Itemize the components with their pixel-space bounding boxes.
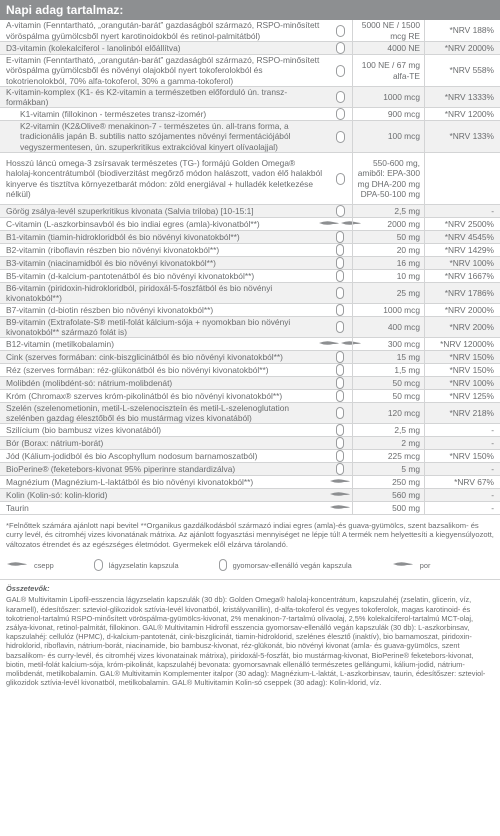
form-icon-cell — [328, 205, 352, 217]
nutrient-name: B7-vitamin (d-biotin részben bio növényi kivonatokból**) — [6, 304, 214, 315]
softgel-capsule-icon — [94, 559, 103, 571]
nutrient-amount: 50 mcg — [352, 390, 424, 402]
nutrient-name: B5-vitamin (d-kalcium-pantotenátból és bio növényi kivonatokból**) — [6, 270, 255, 281]
nutrient-nrv: - — [424, 205, 500, 217]
nutrient-name: Szilícium (bio bambusz vizes kivonatából) — [6, 424, 161, 435]
table-row — [0, 502, 500, 515]
vegan-capsule-icon — [336, 231, 344, 243]
form-icon-cell — [328, 270, 352, 282]
legend — [0, 549, 500, 575]
form-icon-cell — [328, 42, 352, 54]
nutrient-name: K1-vitamin (fillokinon - természetes transz-izomér) — [20, 108, 207, 119]
softgel-capsule-icon — [336, 108, 345, 120]
nutrient-name: D3-vitamin (kolekalciferol - lanolinból előállítva) — [6, 42, 181, 53]
nutrient-nrv: - — [424, 437, 500, 449]
nutrient-amount: 100 mcg — [352, 121, 424, 152]
nutrient-nrv: *NRV 2000% — [424, 304, 500, 316]
nutrient-name: Magnézium (Magnézium-L-laktátból és bio növényi kivonatokból**) — [6, 476, 254, 487]
legend-label: csepp — [34, 560, 54, 570]
powder-icon — [329, 503, 351, 513]
vegan-capsule-icon — [336, 304, 344, 316]
table-row — [0, 55, 500, 87]
form-icon-cell — [328, 91, 352, 103]
nutrient-nrv: *NRV 1667% — [424, 270, 500, 282]
nutrient-amount: 2,5 mg — [352, 205, 424, 217]
nutrient-amount: 225 mcg — [352, 450, 424, 462]
form-icon-cell — [328, 25, 352, 37]
nutrient-nrv: *NRV 188% — [424, 20, 500, 41]
table-row — [0, 42, 500, 55]
table-row — [0, 377, 500, 390]
table-row — [0, 205, 500, 218]
form-icon-cell — [328, 339, 352, 349]
table-row — [0, 403, 500, 424]
nutrient-amount: 15 mg — [352, 351, 424, 363]
table-row — [0, 437, 500, 450]
nutrient-nrv — [424, 153, 500, 204]
nutrient-nrv: *NRV 2500% — [424, 218, 500, 230]
vegan-capsule-icon — [219, 559, 227, 571]
nutrient-nrv: *NRV 100% — [424, 257, 500, 269]
nutrient-nrv: *NRV 218% — [424, 403, 500, 423]
form-icon-cell — [328, 287, 352, 299]
form-icon-cell — [328, 244, 352, 256]
table-row — [0, 20, 500, 42]
table-row — [0, 424, 500, 437]
vegan-capsule-icon — [336, 424, 344, 436]
nutrient-name: Molibdén (molibdént-só: nátrium-molibdenát) — [6, 377, 173, 388]
powder-icon — [392, 560, 414, 570]
form-icon-cell — [328, 390, 352, 402]
nutrient-amount: 1,5 mg — [352, 364, 424, 376]
nutrient-amount: 2,5 mg — [352, 424, 424, 436]
nutrient-amount: 900 mcg — [352, 108, 424, 120]
vegan-capsule-icon — [336, 437, 344, 449]
table-row — [0, 283, 500, 304]
form-icon-cell — [328, 490, 352, 500]
legend-item — [219, 559, 352, 571]
nutrient-nrv: - — [424, 502, 500, 514]
nutrient-name: Cink (szerves formában: cink-biszglicinátból és bio növényi kivonatokból**) — [6, 351, 283, 362]
table-row — [0, 257, 500, 270]
nutrient-name: B12-vitamin (metilkobalamin) — [6, 338, 114, 349]
nutrient-amount: 1000 mcg — [352, 304, 424, 316]
nutrient-amount: 550-600 mg, amiből: EPA-300 mg DHA-200 mg DPA-50-100 mg — [352, 153, 424, 204]
nutrient-nrv: *NRV 125% — [424, 390, 500, 402]
form-icon-cell — [328, 131, 352, 143]
nutrient-nrv: *NRV 100% — [424, 377, 500, 389]
table-row — [0, 153, 500, 205]
form-icon-cell — [328, 463, 352, 475]
nutrient-amount: 2000 mg — [352, 218, 424, 230]
nutrient-name: K-vitamin-komplex (K1- és K2-vitamin a természetben előforduló ún. transz-formákban) — [6, 86, 288, 107]
form-icon-cell — [328, 231, 352, 243]
nutrient-nrv: *NRV 150% — [424, 364, 500, 376]
vegan-capsule-icon — [336, 390, 344, 402]
nutrient-amount: 4000 NE — [352, 42, 424, 54]
table-row — [0, 218, 500, 231]
table-row — [0, 463, 500, 476]
nutrient-nrv: *NRV 150% — [424, 351, 500, 363]
legend-label: gyomorsav-ellenálló vegán kapszula — [232, 560, 352, 570]
nutrient-nrv: *NRV 12000% — [424, 338, 500, 350]
ingredients-text: GAL® Multivitamin Lipofil-esszencia lágyzselatin kapszulák (30 db): Golden Omega® halolaj-koncentrátum, kapszulahéj (zselatin, glicerin, víz, karamell), édesítőszer: szteviol-glikozidok sztívia-levél kivonatból, kristályvanillin), d-alfa-tokoferol és vegyes tokoferolok, magas karotinoid- és tokotrienol-tartalmú RSPO-minősített vöröspálma-gyümölcs-kivonat, 2% menakinon-7-tartalmú olívaolaj, 2,5% kolekalciferol-tartalmú MCT-olaj, zsálya-kivonat, retinol-palmitát, fillokinon. GAL® Multivitamin Hidrofil esszencia gyomorsav-ellenálló vegán kapszulák (30 db): L-aszkorbinsav, kapszulahéj: cellulóz (HPMC), d-kalcium-pantotenát, cink-biszglicinát, tiamin-hidroklorid, szelénes élesztő (inaktív), bio barnamoszat, piridoxin-hidroklorid, riboflavin, nátrium-borát, niacinamide, bio bambusz-kivonat, réz-glükonát, bio növényi kivonat (amla- és guava-gyümölcs, szent bazsalikom- és curry-levél, és citromhéj vizes kivonatainak mátrixa), piridoxál-5-foszfát, bio mustármag-kivonat, BioPerine® feketebors-kivonat, biotin, metil-folát kalcium-sója, króm-pikolinát, kapszulahéj bevonata: gyomorsavnak ellenálló természetes gellángumi, kálium-jodid, nátrium-molibdenát, metilkobalamin. GAL® Multivitamin Komplementer italpor (30 adag): Magnézium-L-laktát, L-aszkorbinsav, taurin, édesítőszer: szteviol-glikozidok sztívia-levél kivonatból, metilkobalamin. GAL® Multivitamin Kolin-só cseppek (30 adag): Kolin-klorid, víz. — [6, 595, 486, 688]
nutrient-name: B6-vitamin (piridoxin-hidrokloridból, piridoxál-5-foszfátból és bio növényi kivonatokból**) — [6, 282, 273, 303]
table-row — [0, 87, 500, 108]
nutrient-nrv: *NRV 1200% — [424, 108, 500, 120]
nutrient-name: E-vitamin (Fenntartható, „orangután-barát” gazdaságból származó, RSPO-minősített vöröspálma gyümölcsből és növényi olajokból nyert tokoferolokból és tokotrienolokból, 70% alfa-tokoferol, 30% a gamma-tokoferol) — [6, 55, 320, 86]
nutrient-amount: 500 mg — [352, 502, 424, 514]
softgel-capsule-icon — [336, 131, 345, 143]
nutrient-amount: 300 mcg — [352, 338, 424, 350]
table-row — [0, 231, 500, 244]
nutrient-name: B1-vitamin (tiamin-hidrokloridból és bio növényi kivonatokból**) — [6, 231, 240, 242]
table-row — [0, 121, 500, 153]
nutrient-amount: 120 mcg — [352, 403, 424, 423]
nutrient-name: Króm (Chromax® szerves króm-pikolinátból és bio növényi kivonatokból**) — [6, 390, 283, 401]
form-icon-cell — [328, 321, 352, 333]
nutrient-name: B9-vitamin (Extrafolate-S® metil-folát kálcium-sója + nyomokban bio növényi kivonatokból** származó folát is) — [6, 316, 291, 337]
nutrient-nrv: *NRV 4545% — [424, 231, 500, 243]
vegan-capsule-icon — [336, 463, 344, 475]
softgel-capsule-icon — [336, 25, 345, 37]
nutrient-nrv: *NRV 150% — [424, 450, 500, 462]
legend-item — [94, 559, 179, 571]
form-icon-cell — [328, 173, 352, 185]
softgel-capsule-icon — [336, 205, 345, 217]
nutrient-nrv: - — [424, 463, 500, 475]
nutrient-amount: 5000 NE / 1500 mcg RE — [352, 20, 424, 41]
ingredients — [0, 580, 500, 687]
nutrient-name: Szelén (szelenometionin, metil-L-szelenociszteín és metil-L-szelenoglutation szelénben gazdag élesztőből és bio mustármag vizes kivonatából) — [6, 402, 290, 423]
softgel-capsule-icon — [336, 91, 345, 103]
nutrient-amount: 50 mg — [352, 231, 424, 243]
nutrient-amount: 16 mg — [352, 257, 424, 269]
vegan-capsule-icon — [336, 407, 344, 419]
form-icon-cell — [328, 407, 352, 419]
footnote: *Felnőttek számára ajánlott napi bevitel **Organikus gazdálkodásból származó indiai egres (amla)-és guava-gyümölcs, szent bazsalikom- és curry levél, és citromhéj vizes kivonatának mátrixa. Az ajánlott fogyasztási mennyiséget ne lépje túl! A termék nem helyettesíti a kiegyensúlyozott, változatos étrendet és az egészséges életmódot. Gyermekek elől elzárva tárolandó. — [6, 521, 494, 549]
table-row — [0, 244, 500, 257]
legend-label: por — [419, 560, 431, 570]
legend-label: lágyzselatin kapszula — [108, 560, 179, 570]
nutrient-amount: 5 mg — [352, 463, 424, 475]
drop-icon — [318, 219, 340, 229]
form-icon-cell — [328, 437, 352, 449]
legend-item — [6, 560, 54, 570]
nutrient-amount: 100 NE / 67 mg alfa-TE — [352, 55, 424, 86]
form-icon-cell — [328, 304, 352, 316]
nutrient-name: K2-vitamin (K2&Olive® menakinon-7 - természetes ún. all-trans forma, a tradicionális japán B. subtilis natto szójamentes növényi fermentációjából vegyszermentesen, ún. szuperkritikus extrakcióval kinyert olívaolajjal) — [20, 121, 291, 152]
table-row — [0, 351, 500, 364]
table-row — [0, 450, 500, 463]
nutrient-name: Görög zsálya-levél szuperkritikus kivonata (Salvia triloba) [10-15:1] — [6, 205, 254, 216]
nutrient-name: A-vitamin (Fenntartható, „orangután-barát” gazdaságból származó, RSPO-minősített vöröspálma gyümölcsből nyert karotinoidokból és retinol-palmitátból) — [6, 20, 320, 41]
nutrient-name: Hosszú láncú omega-3 zsírsavak természetes (TG-) formájú Golden Omega® halolaj-koncentrátumból (biodiverzitást megőrző módon halászott, vadon élő halakból kinyerve és tisztítva környezetbarát módon: zöld energiával + hulladék keletkezése nélkül) — [6, 157, 323, 199]
table-row — [0, 317, 500, 338]
nutrient-nrv: *NRV 2000% — [424, 42, 500, 54]
softgel-capsule-icon — [336, 65, 345, 77]
powder-icon — [329, 477, 351, 487]
nutrient-name: B3-vitamin (niacinamidból és bio növényi kivonatokból**) — [6, 257, 216, 268]
form-icon-cell — [328, 477, 352, 487]
table-row — [0, 108, 500, 121]
legend-item — [392, 560, 431, 570]
nutrient-name: Bór (Borax: nátrium-borát) — [6, 437, 104, 448]
form-icon-cell — [328, 257, 352, 269]
vegan-capsule-icon — [336, 351, 344, 363]
nutrient-name: Kolin (Kolin-só: kolin-klorid) — [6, 489, 108, 500]
nutrient-amount: 250 mg — [352, 476, 424, 488]
form-icon-cell — [328, 503, 352, 513]
vegan-capsule-icon — [336, 377, 344, 389]
form-icon-cell — [328, 450, 352, 462]
form-icon-cell — [328, 377, 352, 389]
nutrient-nrv: *NRV 1333% — [424, 87, 500, 107]
nutrient-name: C-vitamin (L-aszkorbinsavból és bio indiai egres (amla)-kivonatból**) — [6, 218, 260, 229]
drop-icon — [6, 560, 28, 570]
nutrient-nrv: - — [424, 424, 500, 436]
table-row — [0, 364, 500, 377]
softgel-capsule-icon — [336, 173, 345, 185]
table-row — [0, 489, 500, 502]
nutrient-amount: 560 mg — [352, 489, 424, 501]
form-icon-cell — [328, 219, 352, 229]
vegan-capsule-icon — [336, 270, 344, 282]
vegan-capsule-icon — [336, 244, 344, 256]
form-icon-cell — [328, 65, 352, 77]
nutrient-amount: 20 mg — [352, 244, 424, 256]
table-row — [0, 338, 500, 351]
nutrient-name: Jód (Kálium-jodidból és bio Ascophyllum nodosum barnamoszatból) — [6, 450, 258, 461]
nutrient-name: Taurin — [6, 502, 29, 513]
softgel-capsule-icon — [336, 42, 345, 54]
form-icon-cell — [328, 364, 352, 376]
nutrient-nrv: *NRV 133% — [424, 121, 500, 152]
nutrient-nrv: *NRV 1786% — [424, 283, 500, 303]
nutrient-nrv: - — [424, 489, 500, 501]
nutrient-name: B2-vitamin (riboflavin részben bio növényi kivonatokból**) — [6, 244, 220, 255]
nutrient-nrv: *NRV 558% — [424, 55, 500, 86]
nutrient-amount: 400 mcg — [352, 317, 424, 337]
form-icon-cell — [328, 351, 352, 363]
vegan-capsule-icon — [336, 321, 344, 333]
nutrient-nrv: *NRV 1429% — [424, 244, 500, 256]
ingredients-title: Összetevők: — [6, 584, 50, 594]
nutrient-amount: 2 mg — [352, 437, 424, 449]
table-row — [0, 304, 500, 317]
nutrient-amount: 50 mcg — [352, 377, 424, 389]
table-row — [0, 270, 500, 283]
drop-icon — [318, 339, 340, 349]
vegan-capsule-icon — [336, 287, 344, 299]
vegan-capsule-icon — [336, 450, 344, 462]
nutrient-amount: 1000 mcg — [352, 87, 424, 107]
table-header: Napi adag tartalmaz: — [0, 0, 500, 20]
drop-icon — [329, 490, 351, 500]
nutrient-name: Réz (szerves formában: réz-glükonátból és bio növényi kivonatokból**) — [6, 364, 269, 375]
vegan-capsule-icon — [336, 257, 344, 269]
nutrient-amount: 25 mg — [352, 283, 424, 303]
form-icon-cell — [328, 424, 352, 436]
form-icon-cell — [328, 108, 352, 120]
nutrient-table — [0, 20, 500, 515]
nutrient-name: BioPerine® (feketebors-kivonat 95% piperinre standardizálva) — [6, 463, 236, 474]
vegan-capsule-icon — [336, 364, 344, 376]
table-row — [0, 476, 500, 489]
nutrient-nrv: *NRV 200% — [424, 317, 500, 337]
nutrient-amount: 10 mg — [352, 270, 424, 282]
table-row — [0, 390, 500, 403]
nutrient-nrv: *NRV 67% — [424, 476, 500, 488]
